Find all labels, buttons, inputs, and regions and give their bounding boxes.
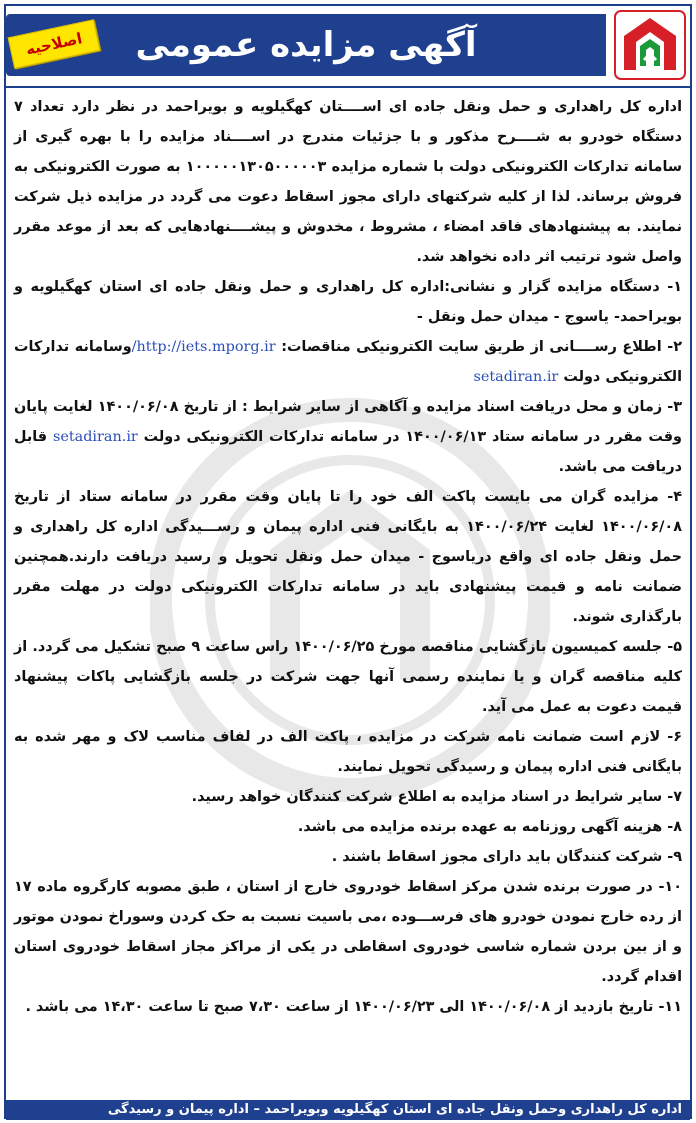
setadiran-link[interactable]: setadiran.ir <box>473 369 559 385</box>
item-2-text-before: ۲- اطلاع رســــانی از طریق سایت الکترونیکی مناقصات: <box>275 339 682 355</box>
page-title: آگهی مزایده عمومی <box>135 25 477 65</box>
item-10: ۱۰- در صورت برنده شدن مرکز اسقاط خودروی خارج از استان ، طبق مصوبه کارگروه ماده ۱۷ از رده خارج نمودن خودرو های فرســـوده ،می باسیت نسبت به حک کردن وسوراخ نمودن موتور و از بین بردن شماره شاسی خودروی اسقاطی در یکی از مراکز مجاز اسقاط خودروی استان اقدام گردد. <box>14 879 682 985</box>
item-3 <box>14 392 682 482</box>
rmto-logo-icon <box>614 10 686 80</box>
item-5: ۵- جلسه کمیسیون بازگشایی مناقصه مورخ ۱۴۰۰/۰۶/۲۵ راس ساعت ۹ صبح تشکیل می گردد. از کلیه مناقصه گران و یا نماینده رسمی آنها جهت شرکت در جلسه بازگشایی پاکات پیشنهاد قیمت دعوت به عمل می آید. <box>14 639 682 715</box>
item-3-text-before: ۳- زمان و محل دریافت اسناد مزایده و آگاهی از سایر شرایط : از تاریخ ۱۴۰۰/۰۶/۰۸ لغایت پایان وقت مقرر در سامانه ستاد ۱۴۰۰/۰۶/۱۳ در سامانه تدارکات الکترونیکی دولت <box>14 399 683 445</box>
item-6: ۶- لازم است ضمانت نامه شرکت در مزایده ، پاکت الف در لفاف مناسب لاک و مهر شده به بایگانی فنی اداره پیمان و رسیدگی تحویل نمایند. <box>14 729 682 775</box>
amendment-badge-label: اصلاحیه <box>24 29 84 59</box>
item-2 <box>14 332 682 392</box>
header <box>6 6 690 84</box>
item-1: ۱- دستگاه مزایده گزار و نشانی:اداره کل راهداری و حمل ونقل جاده ای استان کهگیلویه و بویراحمد- یاسوج - میدان حمل ونقل - <box>14 279 682 325</box>
item-8: ۸- هزینه آگهی روزنامه به عهده برنده مزایده می باشد. <box>297 819 682 835</box>
setadiran-link-2[interactable]: setadiran.ir <box>52 429 138 445</box>
item-3-text-after: قابل دریافت می باشد. <box>14 429 682 475</box>
notice-body <box>14 92 682 1062</box>
header-divider <box>6 86 690 88</box>
iets-link[interactable]: http://iets.mporg.ir/ <box>131 339 276 355</box>
item-7: ۷- سایر شرایط در اسناد مزایده به اطلاع شرکت کنندگان خواهد رسید. <box>191 789 682 805</box>
item-2-text-middle: وسامانه تدارکات الکترونیکی دولت <box>14 339 682 385</box>
intro-paragraph: اداره کل راهداری و حمل ونقل جاده ای اســــتان کهگیلویه و بویراحمد در نظر دارد تعداد ۷ دستگاه خودرو به شــــرح مذکور و با جزئیات مندرج در اســــناد مزایده را با بهره گیری از سامانه تدارکات الکترونیکی دولت با شماره مزایده ۱۰۰۰۰۰۱۳۰۵۰۰۰۰۰۳ به صورت الکترونیکی به فروش برساند. لذا از کلیه شرکتهای دارای مجوز اسقاط دعوت می گردد در مزایده ذیل شرکت نمایند. به پیشنهادهای فاقد امضاء ، مشروط ، مخدوش و پیشــــنهادهایی که بعد از موعد مقرر واصل شود ترتیب اثر داده نخواهد شد. <box>14 99 682 265</box>
item-4: ۴- مزایده گران می بایست پاکت الف خود را تا پایان وقت مقرر در سامانه ستاد از تاریخ ۱۴۰۰/۰۶/۰۸ لغایت ۱۴۰۰/۰۶/۲۴ به بایگانی فنی اداره پیمان و رســـیدگی اداره کل راهداری و حمل ونقل جاده ای واقع دریاسوج - میدان حمل ونقل تحویل و رسید دریافت دارند.همچنین ضمانت نامه و قیمت پیشنهادی باید در سامانه تدارکات الکترونیکی دولت در مهلت مقرر بارگذاری شوند. <box>14 489 682 625</box>
item-11: ۱۱- تاریخ بازدید از ۱۴۰۰/۰۶/۰۸ الی ۱۴۰۰/۰۶/۲۳ از ساعت ۷،۳۰ صبح تا ساعت ۱۴،۳۰ می باشد . <box>25 999 682 1015</box>
footer-text: اداره کل راهداری وحمل ونقل جاده ای استان کهگیلویه وبویراحمد – اداره پیمان و رسیدگی <box>107 1102 682 1117</box>
footer-bar <box>6 1100 690 1120</box>
item-9: ۹- شرکت کنندگان باید دارای مجوز اسقاط باشند . <box>331 849 682 865</box>
